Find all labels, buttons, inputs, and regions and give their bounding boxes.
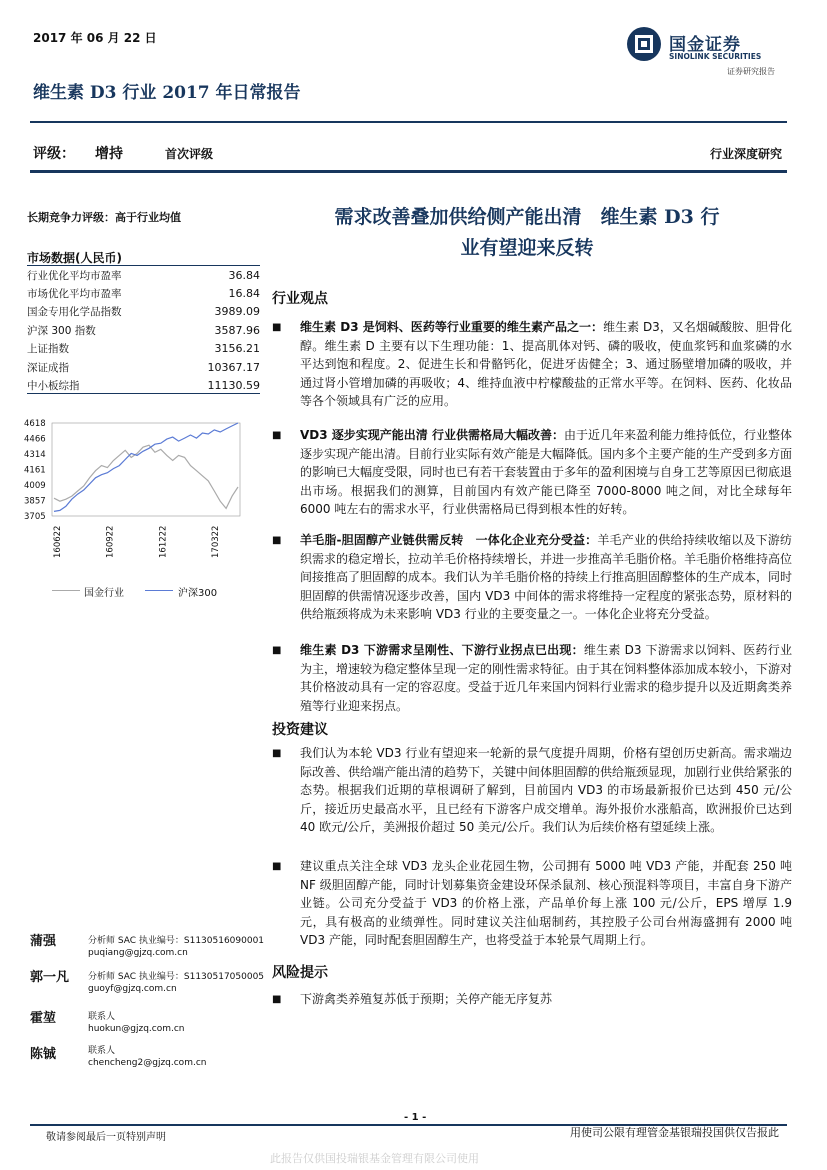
analyst-role: 分析师 SAC 执业编号：S1130517050005	[88, 972, 265, 982]
view-point	[300, 426, 792, 519]
competitiveness-rating: 长期竞争力评级：高于行业均值	[27, 211, 181, 224]
analyst-name: 郭一凡	[30, 970, 70, 985]
legend-swatch-industry	[52, 590, 80, 591]
page-number: - 1 -	[404, 1112, 427, 1123]
analyst-info	[88, 971, 264, 995]
risk-item: 下游禽类养殖复苏低于预期；关停产能无序复苏	[300, 992, 553, 1006]
header-divider-bottom	[30, 170, 787, 173]
legend-swatch-hs300	[145, 590, 173, 591]
market-row	[27, 358, 260, 376]
bullet-icon: ■	[272, 535, 282, 546]
view-point-text: 由于近几年来盈利能力维持低位，行业整体逐步实现产能出清。目前行业实际有效产能是大幅降低。国内多个主要产能的生产受到多方面的影响已大幅度受限，同时也已有若干套装置由于多年的盈利困境与自身工艺等原因已彻底退出市场。根据我们的测算，目前国内有效产能已降至 7000-8000 吨之间，对比全球每年 6000 吨左右的需求水平，行业供需格局已得到根本性的好转。	[300, 428, 793, 516]
rating-value: 增持	[95, 146, 123, 162]
market-row	[27, 303, 260, 321]
index-chart	[22, 408, 247, 568]
view-point-heading: 羊毛脂-胆固醇产业链供需反转 一体化企业充分受益：	[300, 533, 598, 547]
market-row-label: 中小板综指	[27, 380, 80, 393]
market-row-value: 36.84	[228, 268, 260, 282]
bullet-icon: ■	[272, 994, 282, 1005]
view-point-heading: VD3 逐步实现产能出清 行业供需格局大幅改善：	[300, 428, 564, 442]
x-tick-label: 160622	[53, 525, 63, 558]
legend-label-industry: 国金行业	[84, 588, 124, 599]
market-row-value: 3587.96	[214, 323, 260, 337]
rating-note: 首次评级	[165, 147, 214, 161]
analyst-name: 霍堃	[30, 1011, 57, 1026]
view-point-heading: 维生素 D3 是饲料、医药等行业重要的维生素产品之一：	[300, 320, 604, 334]
legend-label-hs300: 沪深300	[178, 588, 218, 599]
section-heading-views: 行业观点	[272, 291, 328, 307]
report-date: 2017 年 06 月 22 日	[33, 31, 157, 45]
analyst-role: 联系人	[88, 1012, 116, 1022]
y-tick-label: 4466	[24, 434, 46, 445]
analyst-role: 联系人	[88, 1046, 116, 1056]
market-row-label: 沪深 300 指数	[27, 324, 96, 337]
market-row	[27, 340, 260, 358]
view-point-text: 维生素 D3，又名烟碱酸胺、胆骨化醇。维生素 D 主要有以下生理功能：1、提高肌体对钙、磷的吸收，使血浆钙和血浆磷的水平达到饱和程度。2、促进生长和骨骼钙化，促进牙齿健全；3、通过肠壁增加磷的吸收，并通过肾小管增加磷的再吸收；4、维持血液中柠檬酸盐的正常水平等。在饲料、医药、化妆品等各个领域具有广泛的应用。	[300, 320, 792, 408]
market-data-divider-bottom	[27, 393, 260, 394]
market-row-label: 行业优化平均市盈率	[27, 269, 122, 282]
analyst-info	[88, 1011, 185, 1035]
bullet-icon: ■	[272, 322, 282, 333]
report-title: 维生素 D3 行业 2017 年日常报告	[33, 83, 301, 103]
advice-paragraph: 建议重点关注全球 VD3 龙头企业花园生物，公司拥有 5000 吨 VD3 产能，并配套 250 吨 NF 级胆固醇产能，同时计划募集资金建设环保杀鼠剂、核心预混料等项目，丰富自身下游产业链。公司充分受益于 VD3 的价格上涨，产品单价每上涨 100 元/公斤，EPS 增厚 1.9 元，具有极高的业绩弹性。同时建议关注仙琚制药，其控股子公司台州海盛拥有 2000 吨 VD3 产能，同时配套胆固醇生产，也将受益于本轮景气周期上行。	[300, 859, 792, 947]
series-line-hs300	[54, 423, 238, 511]
rating-label: 评级：	[33, 146, 75, 162]
section-heading-risk: 风险提示	[272, 965, 328, 981]
y-tick-label: 3857	[24, 496, 46, 507]
chart-frame	[52, 423, 240, 516]
market-row-value: 10367.17	[207, 360, 260, 374]
market-row-label: 国金专用化学品指数	[27, 306, 122, 319]
analyst-role: 分析师 SAC 执业编号：S1130516090001	[88, 936, 265, 946]
market-data-table	[27, 266, 260, 395]
market-row	[27, 376, 260, 394]
view-point	[300, 531, 792, 624]
market-row	[27, 321, 260, 339]
analyst-email[interactable]: puqiang@gjzq.com.cn	[88, 948, 188, 958]
brand-name-en: SINOLINK SECURITIES	[669, 52, 762, 61]
y-tick-label: 4009	[24, 481, 46, 491]
bullet-icon: ■	[272, 748, 282, 759]
watermark: 此报告仅供国投瑞银基金管理有限公司使用	[270, 1152, 479, 1165]
analyst-email[interactable]: guoyf@gjzq.com.cn	[88, 984, 177, 994]
y-tick-label: 4618	[24, 419, 46, 429]
bullet-icon: ■	[272, 645, 282, 656]
analyst-email[interactable]: chencheng2@gjzq.com.cn	[88, 1058, 207, 1068]
y-tick-label: 4314	[24, 450, 46, 460]
market-row-label: 深证成指	[27, 361, 69, 374]
bullet-icon: ■	[272, 430, 282, 441]
view-point	[300, 641, 792, 715]
main-headline	[262, 202, 792, 264]
analyst-email[interactable]: huokun@gjzq.com.cn	[88, 1024, 185, 1034]
x-tick-label: 160922	[105, 525, 116, 558]
main-headline-line1: 需求改善叠加供给侧产能出清 维生素 D3 行	[334, 206, 720, 228]
view-point-text: 羊毛产业的供给持续收缩以及下游纺织需求的稳定增长，拉动羊毛价格持续增长，并进一步推高羊毛脂价格。羊毛脂价格维持高位间接推高了胆固醇的成本。我们认为羊毛脂价格的持续上行推高胆固醇整体的生产成本，同时胆固醇的供需情况逐步改善，国内 VD3 中间体的需求将维持一定程度的紧张态势，原材料的供给瓶颈将成为未来影响 VD3 行业的主要变量之一。一体化企业将充分受益。	[300, 533, 793, 621]
market-row	[27, 284, 260, 302]
analyst-info	[88, 1045, 206, 1069]
y-tick-label: 3705	[24, 512, 46, 522]
market-row-label: 上证指数	[27, 343, 69, 356]
view-point	[300, 318, 792, 411]
footer-note: 用使司公限有理管金基银瑞投国供仅告报此	[570, 1126, 779, 1139]
analyst-name: 陈铖	[30, 1047, 57, 1062]
view-point-heading: 维生素 D3 下游需求呈刚性、下游行业拐点已出现：	[300, 643, 584, 657]
bullet-icon: ■	[272, 861, 282, 872]
market-row-value: 3989.09	[214, 305, 260, 319]
x-tick-label: 161222	[158, 525, 169, 558]
market-row-value: 16.84	[228, 287, 260, 301]
advice-paragraph: 我们认为本轮 VD3 行业有望迎来一轮新的景气度提升周期，价格有望创历史新高。需求端边际改善、供给端产能出清的趋势下，关键中间体胆固醇的供给瓶颈显现，加剧行业供给紧张的态势。根据我们近期的草根调研了解到，目前国内 VD3 的市场最新报价已达到 450 元/公斤，接近历史最高水平，且已经有下游客户成交增单。海外报价水涨船高，欧洲报价已达到 40 欧元/公斤，美洲报价超过 50 美元/公斤。我们认为后续价格有望延续上涨。	[300, 746, 793, 834]
market-row-value: 3156.21	[214, 342, 260, 356]
header-divider	[30, 121, 787, 123]
brand-subtitle: 证券研究报告	[727, 67, 775, 76]
market-row	[27, 266, 260, 284]
report-type: 行业深度研究	[709, 147, 782, 161]
section-heading-advice: 投资建议	[272, 722, 328, 738]
disclaimer-note: 敬请参阅最后一页特别声明	[46, 1132, 166, 1143]
view-point-text: 维生素 D3 下游需求以饲料、医药行业为主，增速较为稳定整体呈现一定的刚性需求特征。由于其在饲料整体添加成本较小，下游对其价格波动具有一定的容忍度。受益于近几年来国内饲料行业需求的稳步提升以及近期禽类养殖等行业迎来拐点。	[300, 643, 793, 713]
market-row-label: 市场优化平均市盈率	[27, 288, 122, 301]
analyst-name: 蒲强	[30, 934, 57, 949]
market-data-title: 市场数据(人民币)	[27, 251, 122, 265]
sinolink-logo-icon	[626, 26, 662, 62]
series-line-industry	[54, 445, 238, 508]
main-headline-line2: 业有望迎来反转	[460, 237, 594, 259]
analyst-info	[88, 935, 264, 959]
brand-name-cn: 国金证券	[669, 35, 741, 55]
x-tick-label: 170322	[211, 525, 221, 558]
y-tick-label: 4161	[24, 465, 46, 476]
market-row-value: 11130.59	[207, 379, 260, 393]
